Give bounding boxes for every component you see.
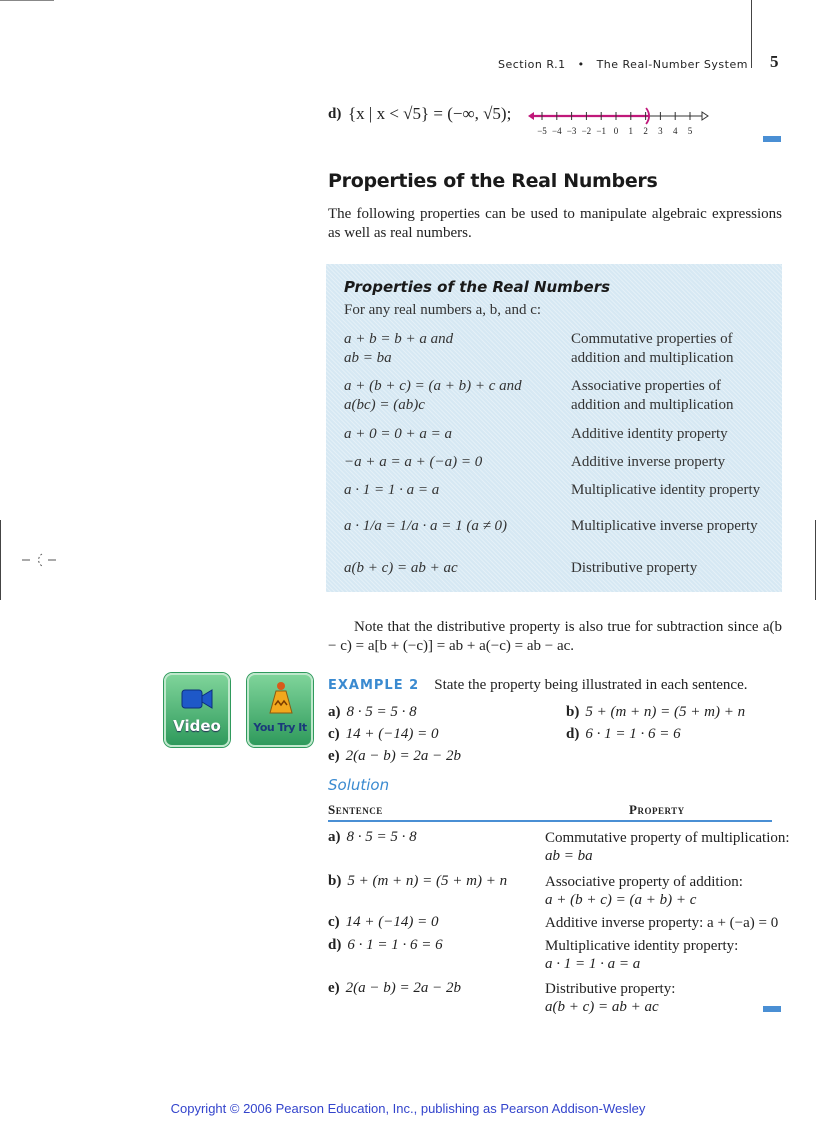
solution-property-line: a + (b + c) = (a + b) + c [545, 892, 697, 908]
property-statement [344, 330, 574, 368]
property-statement-text: a · 1/a = 1/a · a = 1 (a ≠ 0) [344, 518, 508, 534]
property-statement-line: a(bc) = (ab)c [344, 397, 425, 413]
property-name-line: Additive identity property [571, 426, 728, 442]
number-line-tick-label: 1 [628, 126, 634, 136]
property-statement-line: ab = ba [344, 350, 392, 366]
property-name [571, 453, 781, 472]
property-row [344, 330, 774, 370]
property-statement-line: a + (b + c) = (a + b) + c and [344, 378, 522, 394]
property-statement-line: a(b + c) = ab + ac [344, 560, 458, 576]
example-item-text: 5 + (m + n) = (5 + m) + n [585, 704, 746, 720]
solution-property-line: Multiplicative identity property: [545, 938, 739, 954]
property-name-line: addition and multiplication [571, 350, 734, 366]
example-item-text: 14 + (−14) = 0 [345, 726, 439, 742]
properties-box-subtitle [344, 302, 541, 319]
trim-mark-top [0, 0, 54, 1]
property-statement-line: a + 0 = 0 + a = a [344, 426, 452, 442]
number-line-tick-label: 2 [643, 126, 648, 136]
number-line-tick-label: 3 [658, 126, 663, 136]
property-name [571, 330, 781, 368]
property-name-line: addition and multiplication [571, 397, 734, 413]
solution-sentence-text: 14 + (−14) = 0 [345, 914, 439, 930]
distributive-note: Note that the distributive property is also true for subtraction since a(b − c) = a[b + (−c)] = ab + a(−c) = ab − ac. [328, 619, 782, 654]
section-intro: The following properties can be used to manipulate algebraic expressions as well as real numbers. [328, 206, 782, 241]
property-statement [344, 377, 574, 415]
number-line-tick-label: 4 [672, 126, 678, 136]
end-of-example-marker [763, 136, 781, 142]
property-statement-line: −a + a = a + (−a) = 0 [344, 454, 483, 470]
end-of-solution-marker [763, 1006, 781, 1012]
property-name [571, 377, 781, 415]
registration-mark [20, 552, 60, 568]
property-statement [344, 453, 574, 472]
solution-sentence [328, 914, 439, 931]
page-number: 5 [770, 52, 779, 71]
column-header-property: Property [629, 802, 685, 817]
solution-item-label: e) [328, 980, 340, 996]
solution-property-line: a(b + c) = ab + ac [545, 999, 659, 1015]
solution-item-label: d) [328, 937, 342, 953]
example-item [328, 748, 461, 765]
example-item [328, 704, 417, 721]
property-row [344, 507, 774, 547]
property-statement [344, 425, 574, 444]
flask-icon [266, 681, 296, 717]
solution-sentence-text: 8 · 5 = 5 · 8 [346, 829, 417, 845]
example-prompt: State the property being illustrated in each sentence. [434, 677, 748, 693]
solution-property-line: ab = ba [545, 848, 593, 864]
example-item-label: c) [328, 726, 340, 742]
example-heading [328, 674, 748, 694]
number-line-tick-label: −5 [537, 126, 547, 136]
solution-item-label: b) [328, 873, 342, 889]
number-line-tick-label: −2 [581, 126, 592, 136]
property-statement-line: a · 1 = 1 · a = a [344, 482, 440, 498]
solution-property [545, 914, 778, 932]
solution-sentence-text: 5 + (m + n) = (5 + m) + n [347, 873, 508, 889]
property-name [571, 559, 781, 578]
property-statement [344, 559, 574, 578]
solution-item-label: a) [328, 829, 341, 845]
number-line-labels [528, 126, 710, 140]
solution-property-line: a · 1 = 1 · a = a [545, 956, 641, 972]
property-name-line: Associative properties of [571, 378, 721, 394]
trim-mark-left [0, 520, 1, 600]
solution-sentence [328, 873, 507, 890]
solution-sentence-text: 2(a − b) = 2a − 2b [345, 980, 462, 996]
you-try-it-button[interactable] [247, 673, 313, 747]
properties-box [326, 264, 782, 592]
property-name [571, 481, 781, 500]
property-name-line: Commutative properties of [571, 331, 733, 347]
video-camera-icon [181, 686, 213, 712]
solution-item-label: c) [328, 914, 340, 930]
number-line [528, 106, 710, 142]
number-line-tick-label: −1 [596, 126, 606, 136]
example-item-label: d) [566, 726, 580, 742]
trim-mark-right [751, 0, 752, 68]
section-title: Properties of the Real Numbers [328, 170, 658, 192]
property-row [344, 559, 774, 599]
example-item-text: 2(a − b) = 2a − 2b [345, 748, 462, 764]
property-statement [344, 481, 574, 500]
copyright-footer: Copyright © 2006 Pearson Education, Inc., publishing as Pearson Addison-Wesley [170, 1101, 646, 1116]
property-name [571, 517, 781, 536]
example-label: EXAMPLE 2 [328, 678, 420, 693]
properties-box-title: Properties of the Real Numbers [344, 278, 611, 296]
solution-property-line: Commutative property of multiplication: [545, 830, 790, 846]
number-line-tick-label: 5 [687, 126, 693, 136]
solution-sentence [328, 980, 461, 997]
property-name-line: Multiplicative inverse property [571, 518, 758, 534]
solution-sentence-text: 6 · 1 = 1 · 6 = 6 [347, 937, 443, 953]
example-item-text: 8 · 5 = 5 · 8 [346, 704, 417, 720]
property-name [571, 425, 781, 444]
number-line-tick-label: −4 [552, 126, 562, 136]
example-item-label: a) [328, 704, 341, 720]
property-statement-line: a + b = b + a and [344, 331, 454, 347]
solution-label: Solution [328, 776, 390, 794]
solution-property [545, 873, 743, 909]
header-rule [328, 820, 772, 822]
property-name-line: Distributive property [571, 560, 698, 576]
solution-property [545, 937, 738, 973]
example-item [328, 726, 439, 743]
you-try-it-label: You Try It [253, 721, 307, 734]
solution-property-line: Distributive property: [545, 981, 676, 997]
column-header-sentence: Sentence [328, 802, 383, 817]
solution-sentence [328, 829, 417, 846]
example-item-text: 6 · 1 = 1 · 6 = 6 [585, 726, 681, 742]
running-head: Section R.1 • The Real-Number System [498, 58, 748, 71]
properties-box-subtitle-text: For any real numbers a, b, and c: [344, 302, 542, 318]
property-name-line: Multiplicative identity property [571, 482, 761, 498]
part-d-expression: {x | x < √5} = (−∞, √5); [348, 104, 512, 123]
example-item-label: e) [328, 748, 340, 764]
example-item [566, 726, 681, 743]
solution-property [545, 980, 675, 1016]
property-row [344, 377, 774, 417]
solution-property-line: Associative property of addition: [545, 874, 743, 890]
solution-property-line: Additive inverse property: a + (−a) = 0 [545, 915, 779, 931]
solution-sentence [328, 937, 443, 954]
solution-property [545, 829, 790, 865]
example-item-label: b) [566, 704, 580, 720]
video-label: Video [173, 717, 221, 735]
video-button[interactable] [164, 673, 230, 747]
example-item [566, 704, 745, 721]
part-d-label: d) [328, 106, 342, 122]
property-name-line: Additive inverse property [571, 454, 726, 470]
number-line-tick-label: −3 [566, 126, 577, 136]
number-line-tick-label: 0 [613, 126, 619, 136]
